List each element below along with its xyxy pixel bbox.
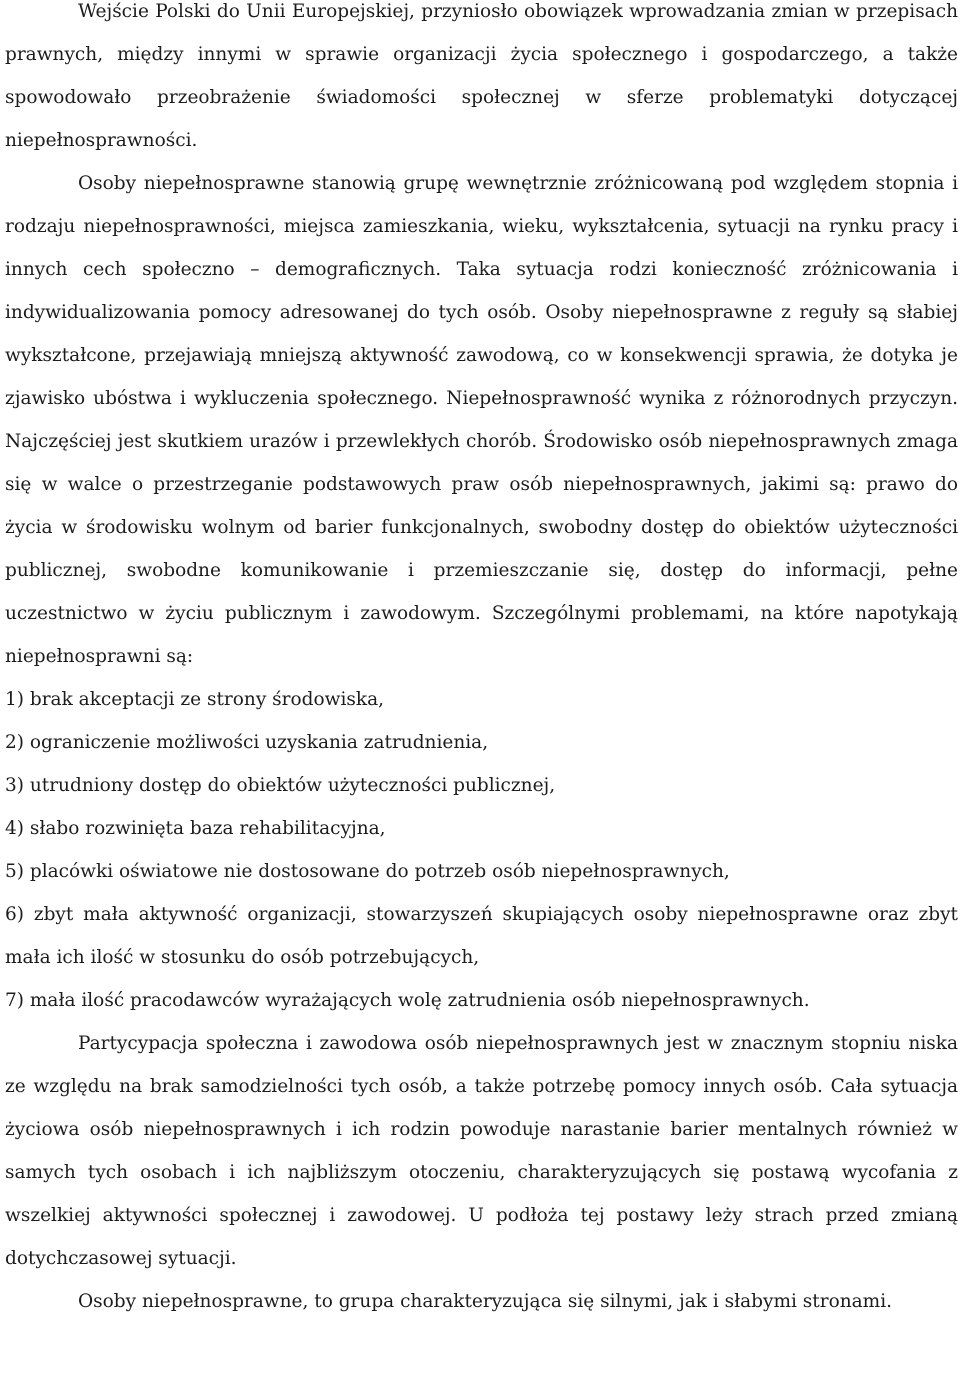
list-item: 5) placówki oświatowe nie dostosowane do potrzeb osób niepełnosprawnych, xyxy=(5,861,730,882)
list-item: 2) ograniczenie możliwości uzyskania zatrudnienia, xyxy=(5,732,489,753)
list-item: 4) słabo rozwinięta baza rehabilitacyjna, xyxy=(5,818,386,839)
paragraph-participation: Partycypacja społeczna i zawodowa osób niepełnosprawnych jest w znacznym stopniu niska ze względu na brak samodzielności tych osób, a także potrzebę pomocy innych osób. Cała sytuacja życiowa osób niepełnosprawnych i ich rodzin powoduje narastanie barier mentalnych również w samych tych osobach i ich najbliższym otoczeniu, charakteryzujących się postawą wycofania z wszelkiej aktywności społecznej i zawodowej. U podłoża tej postawy leży strach przed zmianą dotychczasowej sytuacji. xyxy=(5,1033,958,1269)
paragraph-closing: Osoby niepełnosprawne, to grupa charakteryzująca się silnymi, jak i słabymi stronami. xyxy=(78,1291,892,1312)
list-item: 7) mała ilość pracodawców wyrażających wolę zatrudnienia osób niepełnosprawnych. xyxy=(5,990,810,1011)
problems-list xyxy=(5,678,958,1022)
list-item: 1) brak akceptacji ze strony środowiska, xyxy=(5,689,384,710)
paragraph-intro: Wejście Polski do Unii Europejskiej, przyniosło obowiązek wprowadzania zmian w przepisach prawnych, między innymi w sprawie organizacji życia społecznego i gospodarczego, a także spowodowało przeobrażenie świadomości społecznej w sferze problematyki dotyczącej niepełnosprawności. xyxy=(5,1,958,151)
list-item: 3) utrudniony dostęp do obiektów użyteczności publicznej, xyxy=(5,775,556,796)
list-item: 6) zbyt mała aktywność organizacji, stowarzyszeń skupiających osoby niepełnosprawne oraz zbyt mała ich ilość w stosunku do osób potrzebujących, xyxy=(5,904,958,968)
paragraph-main: Osoby niepełnosprawne stanowią grupę wewnętrznie zróżnicowaną pod względem stopnia i rodzaju niepełnosprawności, miejsca zamieszkania, wieku, wykształcenia, sytuacji na rynku pracy i innych cech społeczno – demograficznych. Taka sytuacja rodzi konieczność zróżnicowania i indywidualizowania pomocy adresowanej do tych osób. Osoby niepełnosprawne z reguły są słabiej wykształcone, przejawiają mniejszą aktywność zawodową, co w konsekwencji sprawia, że dotyka je zjawisko ubóstwa i wykluczenia społecznego. Niepełnosprawność wynika z różnorodnych przyczyn. Najczęściej jest skutkiem urazów i przewlekłych chorób. Środowisko osób niepełnosprawnych zmaga się w walce o przestrzeganie podstawowych praw osób niepełnosprawnych, jakimi są: prawo do życia w środowisku wolnym od barier funkcjonalnych, swobodny dostęp do obiektów użyteczności publicznej, swobodne komunikowanie i przemieszczanie się, dostęp do informacji, pełne uczestnictwo w życiu publicznym i zawodowym. Szczególnymi problemami, na które napotykają niepełnosprawni są: xyxy=(5,173,958,667)
